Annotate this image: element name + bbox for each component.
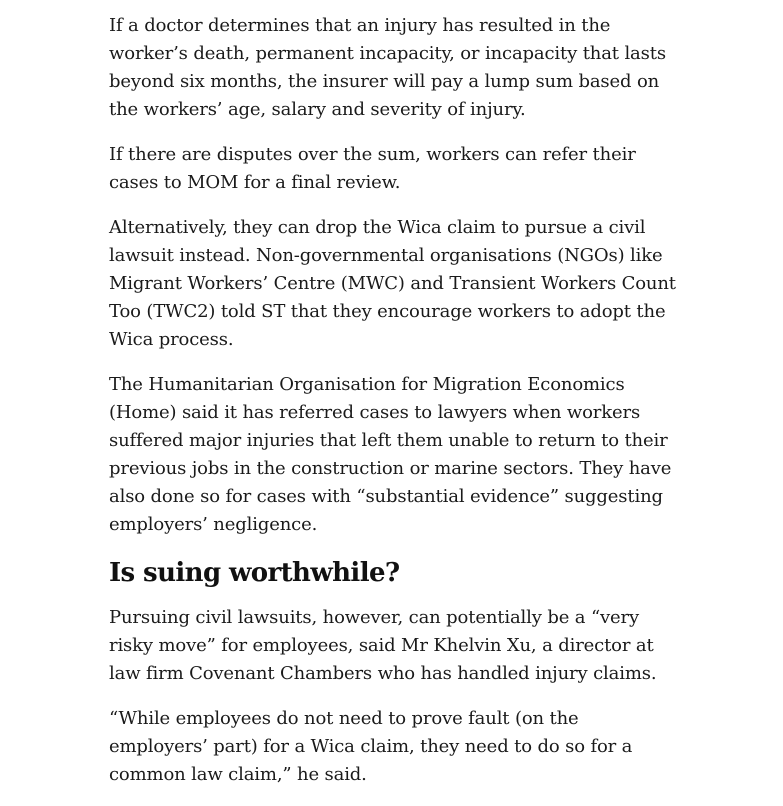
paragraph-prove-fault: “While employees do not need to prove fault (on the employers’ part) for a Wica claim, they need to do so for a common law claim,” he said.	[109, 708, 633, 785]
paragraph-lump-sum: If a doctor determines that an injury has resulted in the worker’s death, permanent incapacity, or incapacity that lasts beyond six months, the insurer will pay a lump sum based on the workers’ age, salary and severity of injury.	[109, 15, 666, 120]
article-body	[109, 12, 679, 806]
paragraph-disputes: If there are disputes over the sum, workers can refer their cases to MOM for a final review.	[109, 144, 636, 193]
section-heading: Is suing worthwhile?	[109, 558, 400, 588]
paragraph-home-referrals: The Humanitarian Organisation for Migration Economics (Home) said it has referred cases to lawyers when workers suffered major injuries that left them unable to return to their previous jobs in the construction or marine sectors. They have also done so for cases with “substantial evidence” suggesting employers’ negligence.	[109, 374, 672, 535]
paragraph-risky-move: Pursuing civil lawsuits, however, can potentially be a “very risky move” for employees, said Mr Khelvin Xu, a director at law firm Covenant Chambers who has handled injury claims.	[109, 607, 657, 684]
paragraph-civil-lawsuit: Alternatively, they can drop the Wica claim to pursue a civil lawsuit instead. Non-governmental organisations (NGOs) like Migrant Workers’ Centre (MWC) and Transient Workers Count Too (TWC2) told ST that they encourage workers to adopt the Wica process.	[109, 217, 676, 350]
